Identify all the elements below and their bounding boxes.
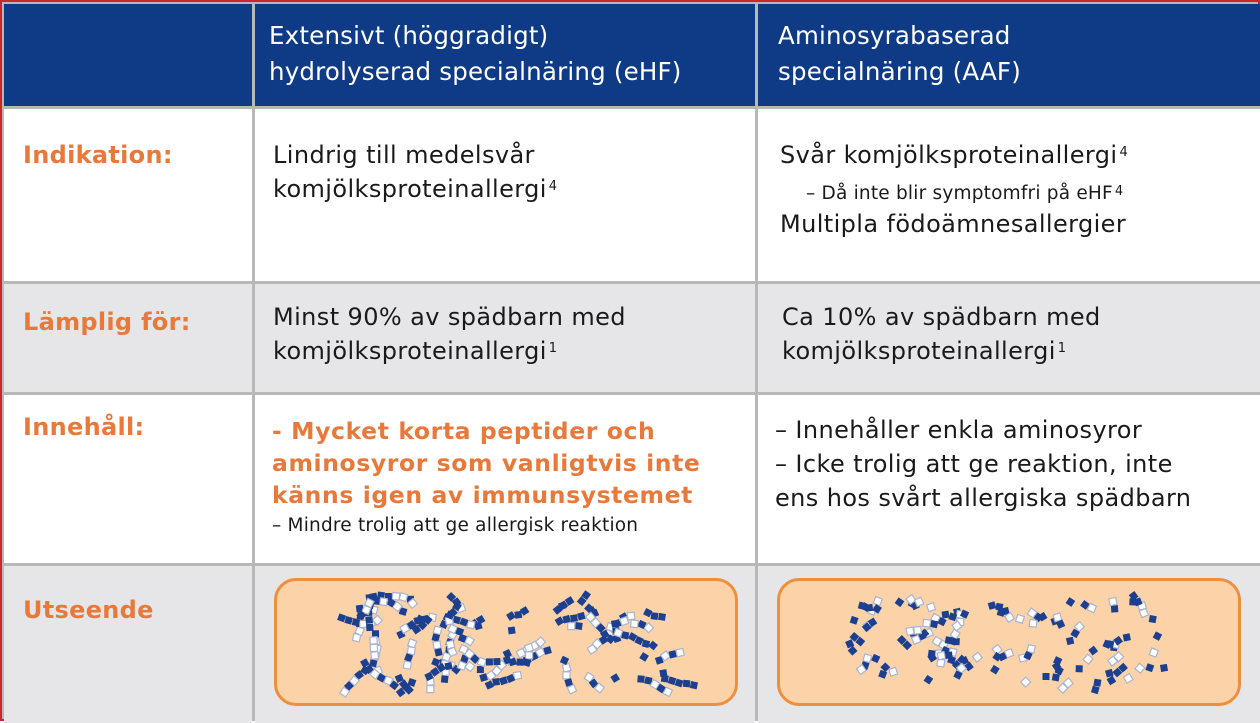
footnote-ref: 4	[1119, 145, 1129, 160]
header-aaf	[758, 4, 1260, 106]
row-utseende-label-cell	[4, 566, 252, 723]
indikation-ehf-line2: komjölksproteinallergi $^4$	[273, 175, 558, 203]
footnote-ref: 1	[1057, 341, 1067, 356]
innehall-aaf-line2: – Icke trolig att ge reaktion, inte	[775, 450, 1173, 478]
comparison-table	[4, 4, 1260, 721]
lamplig-aaf-line2: komjölksproteinallergi $^1$	[782, 337, 1067, 365]
row-lamplig-ehf	[255, 284, 755, 392]
row-lamplig-label: Lämplig för:	[23, 308, 191, 336]
indikation-ehf-text	[273, 138, 557, 206]
innehall-ehf-bold-line1: - Mycket korta peptider och	[272, 417, 656, 445]
header-aaf-line1: Aminosyrabaserad	[778, 21, 1011, 50]
indikation-ehf-line1: Lindrig till medelsvår	[273, 141, 535, 169]
lamplig-ehf-line1: Minst 90% av spädbarn med	[273, 303, 626, 331]
aminoacid-particles-graphic	[780, 581, 1238, 703]
row-utseende-aaf	[758, 566, 1260, 723]
header-ehf	[255, 4, 755, 106]
lamplig-ehf-text	[273, 300, 626, 368]
header-aaf-title	[778, 18, 1021, 90]
row-lamplig-aaf	[758, 284, 1260, 392]
row-indikation-aaf	[758, 109, 1260, 281]
indikation-aaf-main: Svår komjölksproteinallergi $^4$	[780, 141, 1129, 169]
peptide-particles-graphic	[277, 581, 735, 703]
lamplig-ehf-line2: komjölksproteinallergi $^1$	[273, 337, 558, 365]
row-utseende-ehf	[255, 566, 755, 723]
row-innehall-label: Innehåll:	[23, 413, 145, 441]
footnote-ref: 4	[1114, 184, 1124, 199]
header-ehf-line2: hydrolyserad specialnäring (eHF)	[269, 57, 682, 86]
innehall-ehf-note: – Mindre trolig att ge allergisk reaktion	[272, 515, 639, 536]
row-innehall-aaf	[758, 395, 1260, 563]
row-innehall-label-cell	[4, 395, 252, 563]
lamplig-aaf-text	[782, 300, 1101, 368]
row-utseende-label: Utseende	[23, 596, 154, 624]
footnote-ref: 1	[548, 341, 558, 356]
ehf-peptide-illustration	[274, 578, 738, 706]
row-indikation-ehf	[255, 109, 755, 281]
footnote-ref: 4	[548, 179, 558, 194]
row-lamplig-label-cell	[4, 284, 252, 392]
innehall-aaf-line3: ens hos svårt allergiska spädbarn	[775, 484, 1192, 512]
innehall-aaf-line1: – Innehåller enkla aminosyror	[775, 416, 1143, 444]
header-corner	[4, 4, 252, 106]
innehall-aaf-text	[775, 413, 1191, 515]
row-innehall-ehf	[255, 395, 755, 563]
header-ehf-title	[269, 18, 682, 90]
indikation-aaf-sub: – Då inte blir symptomfri på eHF $^4$	[806, 183, 1124, 204]
row-indikation-label-cell	[4, 109, 252, 281]
header-ehf-line1: Extensivt (höggradigt)	[269, 21, 549, 50]
lamplig-aaf-line1: Ca 10% av spädbarn med	[782, 303, 1101, 331]
aaf-aminoacid-illustration	[777, 578, 1241, 706]
innehall-ehf-bold-line3: känns igen av immunsystemet	[272, 481, 694, 509]
indikation-aaf-extra: Multipla födoämnesallergier	[780, 210, 1127, 238]
innehall-ehf-bold	[272, 415, 700, 511]
innehall-ehf-bold-line2: aminosyror som vanligtvis inte	[272, 449, 701, 477]
row-indikation-label: Indikation:	[23, 141, 173, 169]
header-aaf-line2: specialnäring (AAF)	[778, 57, 1021, 86]
